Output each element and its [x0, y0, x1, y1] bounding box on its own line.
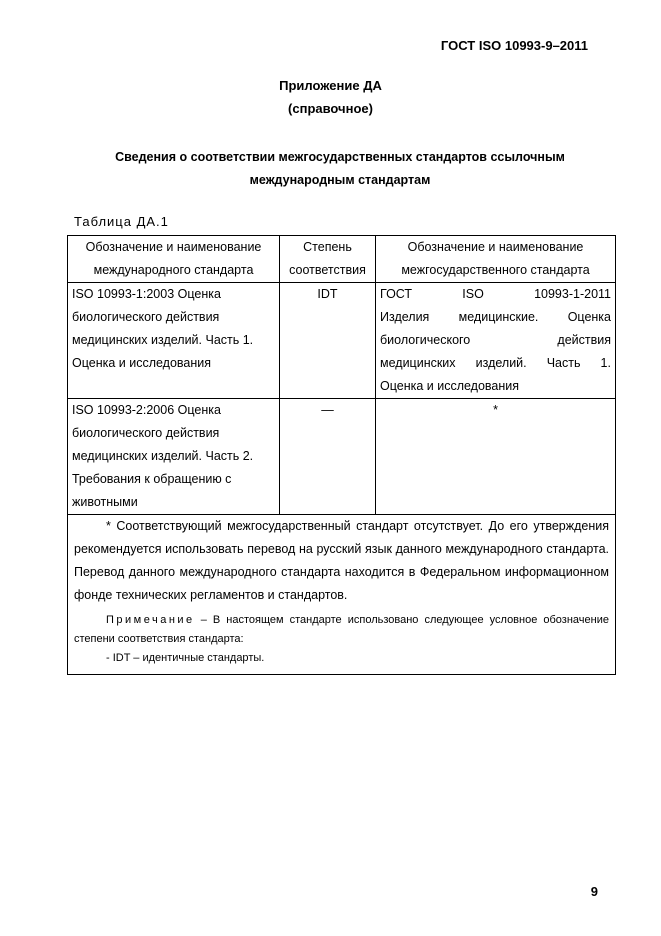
page-number: 9 [590, 884, 598, 899]
cell-interstate: ГОСТ ISO 10993-1-2011 Изделия медицинские. Оценка биологического действия медицинских изделий. Часть 1. Оценка и исследования [376, 283, 616, 399]
cell-international: ISO 10993-2:2006 Оценка биологического действия медицинских изделий. Часть 2. Требования к обращению с животными [68, 399, 280, 515]
table-header-row [68, 236, 616, 283]
cell-international: ISO 10993-1:2003 Оценка биологического действия медицинских изделий. Часть 1. Оценка и исследования [68, 283, 280, 399]
table-label: Таблица ДА.1 [74, 214, 169, 229]
footnote-line: фонде технических регламентов и стандартов. [74, 588, 348, 602]
header-international: Обозначение и наименование международного стандарта [68, 236, 280, 283]
section-title [80, 146, 600, 192]
header-degree: Степень соответствия [280, 236, 376, 283]
section-title-line-1: Сведения о соответствии межгосударственных стандартов ссылочным [115, 150, 565, 164]
cell-degree: — [280, 399, 376, 515]
table-footnote-row [68, 515, 616, 675]
footnote-line: рекомендуется использовать перевод на русский язык данного международного стандарта. [74, 542, 609, 556]
header-interstate: Обозначение и наименование межгосударственного стандарта [376, 236, 616, 283]
note-line: степени соответствия стандарта: [74, 633, 244, 645]
note-line: Примечание – В настоящем стандарте использовано следующее условное обозначение [106, 614, 609, 626]
footnote-line: Перевод данного международного стандарта находится в Федеральном информационном [74, 565, 609, 579]
section-title-line-2: международным стандартам [249, 173, 431, 187]
table-row [68, 283, 616, 399]
appendix-subtitle: (справочное) [288, 101, 373, 116]
note-line: - IDT – идентичные стандарты. [106, 652, 265, 664]
note-label: Примечание [106, 614, 195, 626]
document-code: ГОСТ ISO 10993-9–2011 [440, 38, 588, 53]
cell-degree: IDT [280, 283, 376, 399]
footnote-cell [68, 515, 616, 675]
correspondence-table [67, 235, 616, 675]
appendix-title: Приложение ДА [279, 78, 382, 93]
cell-interstate: * [376, 399, 616, 515]
table-row [68, 399, 616, 515]
footnote-line: * Соответствующий межгосударственный стандарт отсутствует. До его утверждения [106, 519, 609, 533]
